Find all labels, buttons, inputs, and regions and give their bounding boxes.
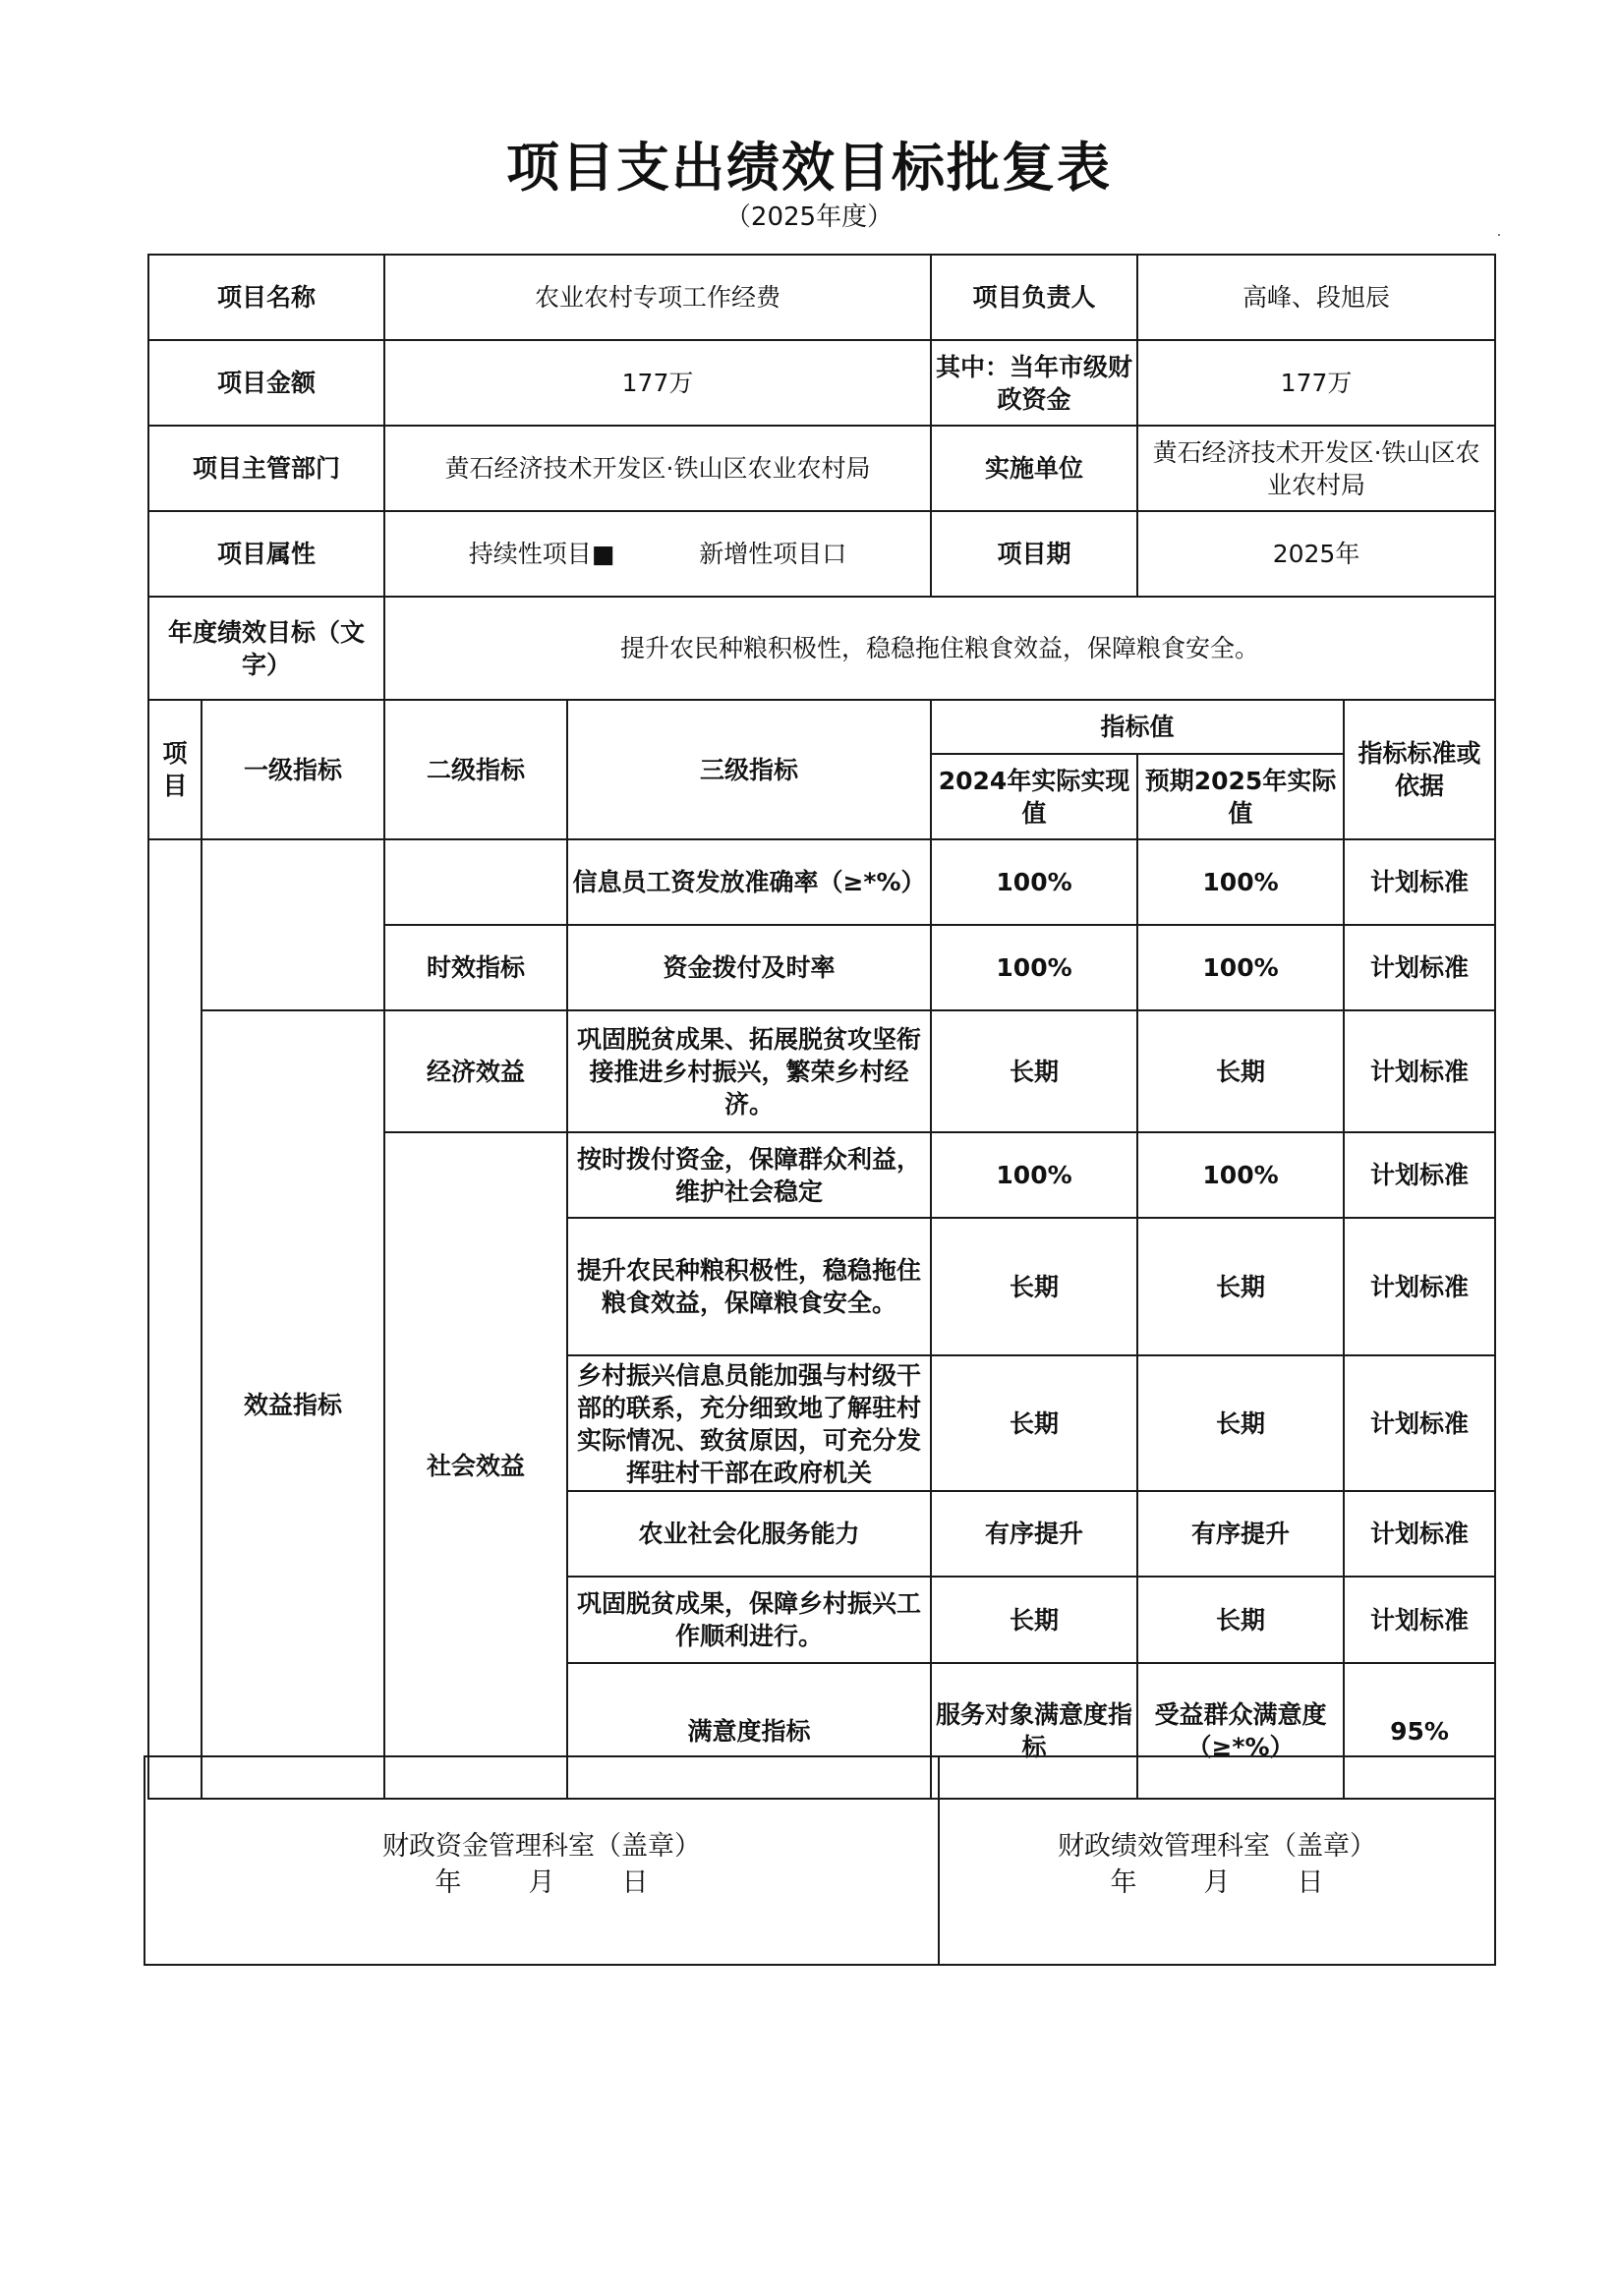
leader-value: 高峰、段旭辰 <box>1137 255 1495 340</box>
left-year: 年 <box>434 1866 462 1898</box>
header-basis: 指标标准或依据 <box>1344 700 1495 839</box>
basis-cell: 计划标准 <box>1344 1491 1495 1577</box>
actual-cell: 100% <box>931 925 1137 1010</box>
header-level3: 三级指标 <box>567 700 931 839</box>
city-fund-label: 其中：当年市级财政资金 <box>931 340 1137 426</box>
left-office-label: 财政资金管理科室（盖章） <box>382 1831 701 1863</box>
expected-cell: 100% <box>1137 839 1344 925</box>
header-level1: 一级指标 <box>202 700 384 839</box>
right-date <box>941 1866 1493 1901</box>
header-project: 项目 <box>148 700 202 839</box>
basis-cell: 计划标准 <box>1344 839 1495 925</box>
left-month: 月 <box>528 1866 555 1898</box>
leader-label: 项目负责人 <box>931 255 1137 340</box>
header-actual-2024: 2024年实际实现值 <box>931 754 1137 839</box>
impl-label: 实施单位 <box>931 426 1137 511</box>
actual-cell: 100% <box>931 1132 1137 1218</box>
info-row-goal <box>148 597 1495 700</box>
annual-goal-value: 提升农民种粮积极性，稳稳拖住粮食效益，保障粮食安全。 <box>384 597 1495 700</box>
expected-cell: 长期 <box>1137 1355 1344 1491</box>
amount-value: 177万 <box>384 340 931 426</box>
expected-cell: 长期 <box>1137 1577 1344 1663</box>
info-row-name <box>148 255 1495 340</box>
level2-service-satisfaction: 服务对象满意度指标 <box>931 1663 1137 1799</box>
attr-label: 项目属性 <box>148 511 384 597</box>
info-row-dept <box>148 426 1495 511</box>
basis-cell: 计划标准 <box>1344 1010 1495 1132</box>
level3-cell: 巩固脱贫成果、拓展脱贫攻坚衔接推进乡村振兴，繁荣乡村经济。 <box>567 1010 931 1132</box>
project-name-label: 项目名称 <box>148 255 384 340</box>
actual-cell: 100% <box>931 839 1137 925</box>
level2-social: 社会效益 <box>384 1132 567 1799</box>
dept-label: 项目主管部门 <box>148 426 384 511</box>
expected-cell: 长期 <box>1137 1010 1344 1132</box>
signature-right <box>939 1756 1495 1965</box>
level3-cell: 资金拨付及时率 <box>567 925 931 1010</box>
impl-value: 黄石经济技术开发区·铁山区农业农村局 <box>1137 426 1495 511</box>
basis-cell: 计划标准 <box>1344 1355 1495 1491</box>
signature-table <box>144 1755 1496 1966</box>
level3-cell: 巩固脱贫成果，保障乡村振兴工作顺利进行。 <box>567 1577 931 1663</box>
period-label: 项目期 <box>931 511 1137 597</box>
level2-economic: 经济效益 <box>384 1010 567 1132</box>
page-title: 项目支出绩效目标批复表 <box>506 137 1112 199</box>
right-year: 年 <box>1110 1866 1137 1898</box>
basis-cell: 计划标准 <box>1344 925 1495 1010</box>
level1-satisfaction: 满意度指标 <box>567 1663 931 1799</box>
actual-cell: 长期 <box>931 1010 1137 1132</box>
level1-benefit: 效益指标 <box>202 1010 384 1799</box>
level3-text: 乡村振兴信息员能加强与村级干部的联系，充分细致地了解驻村实际情况、致贫原因，可充分发挥驻村干部在政府机关 <box>577 1361 922 1487</box>
project-column-cell <box>148 839 202 1799</box>
right-month: 月 <box>1203 1866 1231 1898</box>
attr-value <box>384 511 931 597</box>
info-row-attr <box>148 511 1495 597</box>
right-office-label: 财政绩效管理科室（盖章） <box>1058 1831 1376 1863</box>
level3-cell <box>567 1355 931 1491</box>
level3-cell: 信息员工资发放准确率（≥*%） <box>567 839 931 925</box>
actual-cell: 95% <box>1344 1663 1495 1799</box>
actual-cell: 长期 <box>931 1577 1137 1663</box>
level3-cell: 受益群众满意度（≥*%） <box>1137 1663 1344 1799</box>
period-value: 2025年 <box>1137 511 1495 597</box>
project-name-value: 农业农村专项工作经费 <box>384 255 931 340</box>
basis-cell: 计划标准 <box>1344 1132 1495 1218</box>
basis-cell: 计划标准 <box>1344 1577 1495 1663</box>
table-row <box>148 839 1495 925</box>
right-day: 日 <box>1297 1866 1324 1898</box>
annual-goal-label: 年度绩效目标（文字） <box>148 597 384 700</box>
dept-value: 黄石经济技术开发区·铁山区农业农村局 <box>384 426 931 511</box>
expected-cell: 100% <box>1137 925 1344 1010</box>
info-row-amount <box>148 340 1495 426</box>
level1-blank-cell <box>202 839 384 1010</box>
left-day: 日 <box>621 1866 649 1898</box>
performance-table <box>147 254 1496 1800</box>
signature-left <box>144 1756 939 1965</box>
page-subtitle: （2025年度） <box>724 202 894 232</box>
header-level2: 二级指标 <box>384 700 567 839</box>
actual-cell: 有序提升 <box>931 1491 1137 1577</box>
level3-cell: 按时拨付资金，保障群众利益，维护社会稳定 <box>567 1132 931 1218</box>
level2-blank-cell <box>384 839 567 925</box>
amount-label: 项目金额 <box>148 340 384 426</box>
level3-cell: 提升农民种粮积极性，稳稳拖住粮食效益，保障粮食安全。 <box>567 1218 931 1355</box>
expected-cell: 长期 <box>1137 1218 1344 1355</box>
basis-cell: 计划标准 <box>1344 1218 1495 1355</box>
header-indicator-value: 指标值 <box>931 700 1344 754</box>
header-row-1 <box>148 700 1495 754</box>
scan-speck <box>1498 234 1500 236</box>
expected-cell: 100% <box>1137 1132 1344 1218</box>
actual-cell: 长期 <box>931 1218 1137 1355</box>
left-date <box>146 1866 937 1901</box>
attr-continuing: 持续性项目■ <box>468 540 615 568</box>
city-fund-value: 177万 <box>1137 340 1495 426</box>
level3-cell: 农业社会化服务能力 <box>567 1491 931 1577</box>
table-row <box>148 1010 1495 1132</box>
actual-cell: 长期 <box>931 1355 1137 1491</box>
header-expected-2025: 预期2025年实际值 <box>1137 754 1344 839</box>
level2-timeliness: 时效指标 <box>384 925 567 1010</box>
expected-cell: 有序提升 <box>1137 1491 1344 1577</box>
attr-new: 新增性项目口 <box>699 540 847 568</box>
